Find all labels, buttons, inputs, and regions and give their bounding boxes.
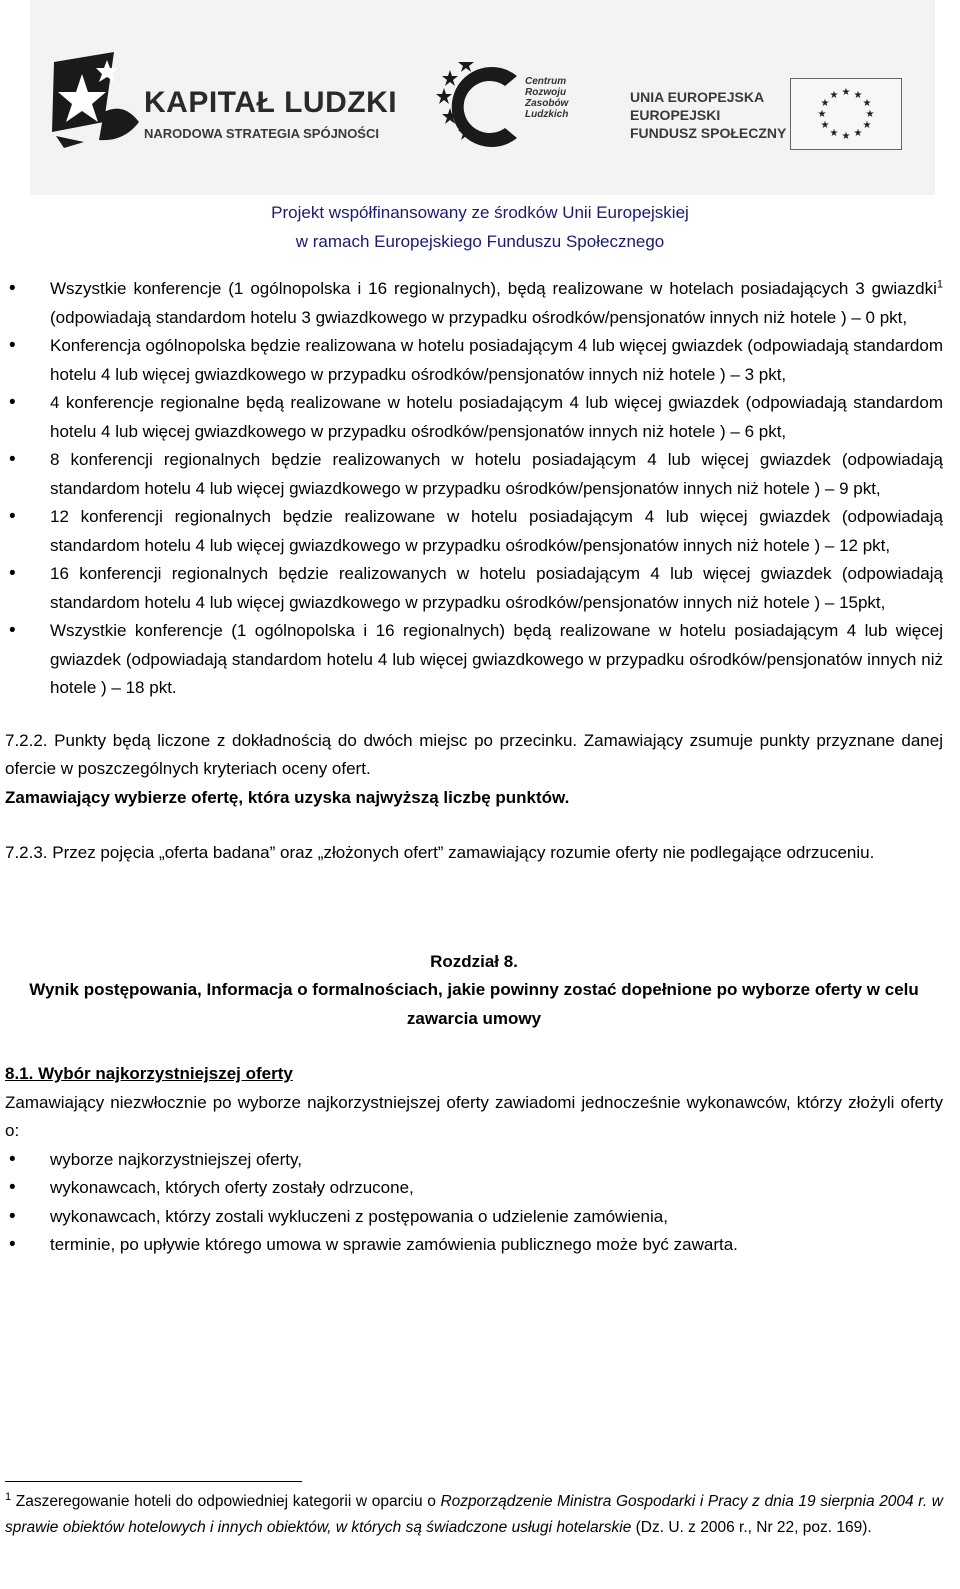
crzl-logo — [425, 62, 600, 152]
kapital-ludzki-title: KAPITAŁ LUDZKI — [144, 86, 398, 119]
crzl-emblem-icon — [425, 62, 525, 152]
svg-text:★: ★ — [841, 131, 851, 142]
notification-item: • wykonawcach, którzy zostali wykluczeni z postępowania o udzielenie zamówienia, — [5, 1203, 943, 1232]
section-8-1-intro: Zamawiający niezwłocznie po wyborze najkorzystniejszej oferty zawiadomi jednocześnie wykonawców, którzy złożyli oferty o: — [5, 1092, 943, 1140]
svg-text:★: ★ — [853, 128, 863, 139]
chapter-label: Rozdział 8. — [430, 951, 518, 971]
svg-text:★: ★ — [829, 128, 839, 139]
spacer — [5, 812, 943, 839]
svg-text:★: ★ — [862, 98, 872, 109]
criteria-item — [5, 389, 943, 446]
eu-logo-text — [630, 88, 786, 142]
eu-line: UNIA EUROPEJSKA — [630, 89, 765, 105]
criteria-text-cont: (odpowiadają standardom hotelu 3 gwiazdkowego w przypadku ośrodków/pensjonatów innych niż hotele ) – 0 pkt, — [50, 307, 908, 327]
crzl-line: Centrum — [525, 76, 567, 87]
notification-list — [5, 1146, 943, 1260]
criteria-item — [5, 332, 943, 389]
criteria-list — [5, 275, 943, 703]
svg-text:★: ★ — [841, 87, 851, 98]
footnote-citation: (Dz. U. z 2006 r., Nr 22, poz. 169). — [631, 1519, 872, 1536]
crzl-line: Ludzkich — [525, 109, 569, 120]
chapter-title: Wynik postępowania, Informacja o formalnościach, jakie powinny zostać dopełnione po wyborze oferty w celu zawarcia umowy — [29, 980, 919, 1028]
criteria-text: 16 konferencji regionalnych będzie realizowanych w hotelu posiadającym 4 lub więcej gwiazdek (odpowiadają standardom hotelu 4 lub więcej gwiazdkowego w przypadku ośrodków/pensjonatów innych niż hotele ) – 15pkt, — [50, 564, 943, 612]
notification-item: • wykonawcach, których oferty zostały odrzucone, — [5, 1174, 943, 1203]
eu-flag-icon — [790, 78, 902, 150]
document-body — [5, 275, 943, 1260]
kapital-ludzki-logo — [44, 52, 398, 150]
eu-line: FUNDUSZ SPOŁECZNY — [630, 125, 787, 141]
criteria-text: 12 konferencji regionalnych będzie realizowane w hotelu posiadającym 4 lub więcej gwiazdek (odpowiadają standardom hotelu 4 lub więcej gwiazdkowego w przypadku ośrodków/pensjonatów innych niż hotele ) – 12 pkt, — [50, 507, 943, 555]
footnote-marker: 1 — [5, 1490, 12, 1503]
section-7-2-2-bold: Zamawiający wybierze ofertę, która uzyska najwyższą liczbę punktów. — [5, 787, 570, 807]
eu-logo — [630, 78, 915, 150]
spacer — [5, 1033, 943, 1060]
criteria-text: Wszystkie konferencje (1 ogólnopolska i 16 regionalnych) będą realizowane w hotelu posiadającym 4 lub więcej gwiazdek (odpowiadają standardom hotelu 4 lub więcej gwiazdkowego w przypadku ośrodków/pensjonatów innych niż hotele ) – 18 pkt. — [50, 621, 943, 697]
criteria-text: Wszystkie konferencje (1 ogólnopolska i 16 regionalnych), będą realizowane w hotelach posiadających 3 gwiazdki — [50, 279, 937, 298]
spacer — [5, 868, 943, 948]
crzl-name — [525, 76, 568, 120]
spacer — [5, 703, 943, 727]
svg-text:★: ★ — [820, 120, 830, 131]
svg-text:★: ★ — [817, 109, 827, 120]
crzl-line: Zasobów — [525, 98, 569, 109]
criteria-item — [5, 503, 943, 560]
criteria-item — [5, 446, 943, 503]
section-7-2-3-text: 7.2.3. Przez pojęcia „oferta badana” oraz „złożonych ofert” zamawiający rozumie oferty nie podlegające odrzuceniu. — [5, 843, 875, 862]
eu-line: EUROPEJSKI — [630, 107, 721, 123]
criteria-text: 4 konferencje regionalne będą realizowane w hotelu posiadającym 4 lub więcej gwiazdek (odpowiadają standardom hotelu 4 lub więcej gwiazdkowego w przypadku ośrodków/pensjonatów innych niż hotele ) – 6 pkt, — [50, 393, 943, 441]
notification-item: • terminie, po upływie którego umowa w sprawie zamówienia publicznego może być zawarta. — [5, 1231, 943, 1260]
criteria-text: Konferencja ogólnopolska będzie realizowana w hotelu posiadającym 4 lub więcej gwiazdek (odpowiadają standardom hotelu 4 lub więcej gwiazdkowego w przypadku ośrodków/pensjonatów innych niż hotele ) – 3 pkt, — [50, 336, 943, 384]
project-cofinancing-line: Projekt współfinansowany ze środków Unii Europejskiej — [271, 203, 689, 222]
svg-text:★: ★ — [853, 90, 863, 101]
kapital-ludzki-emblem-icon — [44, 52, 144, 150]
section-8-1-heading: 8.1. Wybór najkorzystniejszej oferty — [5, 1064, 293, 1083]
footnote-regulation-title: Rozporządzenie Ministra Gospodarki i Pracy z dnia 19 sierpnia 2004 r. w sprawie obiektów hotelowych i innych obiektów, w których są świadczone usługi hotelarskie — [5, 1493, 943, 1536]
svg-text:★: ★ — [862, 120, 872, 131]
svg-text:★: ★ — [829, 90, 839, 101]
criteria-text: 8 konferencji regionalnych będzie realizowanych w hotelu posiadającym 4 lub więcej gwiazdek (odpowiadają standardom hotelu 4 lub więcej gwiazdkowego w przypadku ośrodków/pensjonatów innych niż hotele ) – 9 pkt, — [50, 450, 943, 498]
criteria-item — [5, 275, 943, 332]
footnote-ref[interactable]: 1 — [936, 278, 943, 291]
footnote — [5, 1489, 943, 1541]
svg-text:★: ★ — [865, 109, 875, 120]
project-fund-line: w ramach Europejskiego Funduszu Społecznego — [295, 232, 665, 251]
notification-item: • wyborze najkorzystniejszej oferty, — [5, 1146, 943, 1175]
crzl-line: Rozwoju — [525, 87, 567, 98]
criteria-item — [5, 560, 943, 617]
svg-text:★: ★ — [820, 98, 830, 109]
footnote-separator — [5, 1481, 302, 1482]
footnote-text: Zaszeregowanie hoteli do odpowiedniej kategorii w oparciu o — [11, 1493, 441, 1510]
section-7-2-2-text: 7.2.2. Punkty będą liczone z dokładnością do dwóch miejsc po przecinku. Zamawiający zsumuje punkty przyznane danej ofercie w poszczególnych kryteriach oceny ofert. — [5, 730, 943, 778]
criteria-item — [5, 617, 943, 703]
kapital-ludzki-subtitle: NARODOWA STRATEGIA SPÓJNOŚCI — [144, 126, 379, 141]
